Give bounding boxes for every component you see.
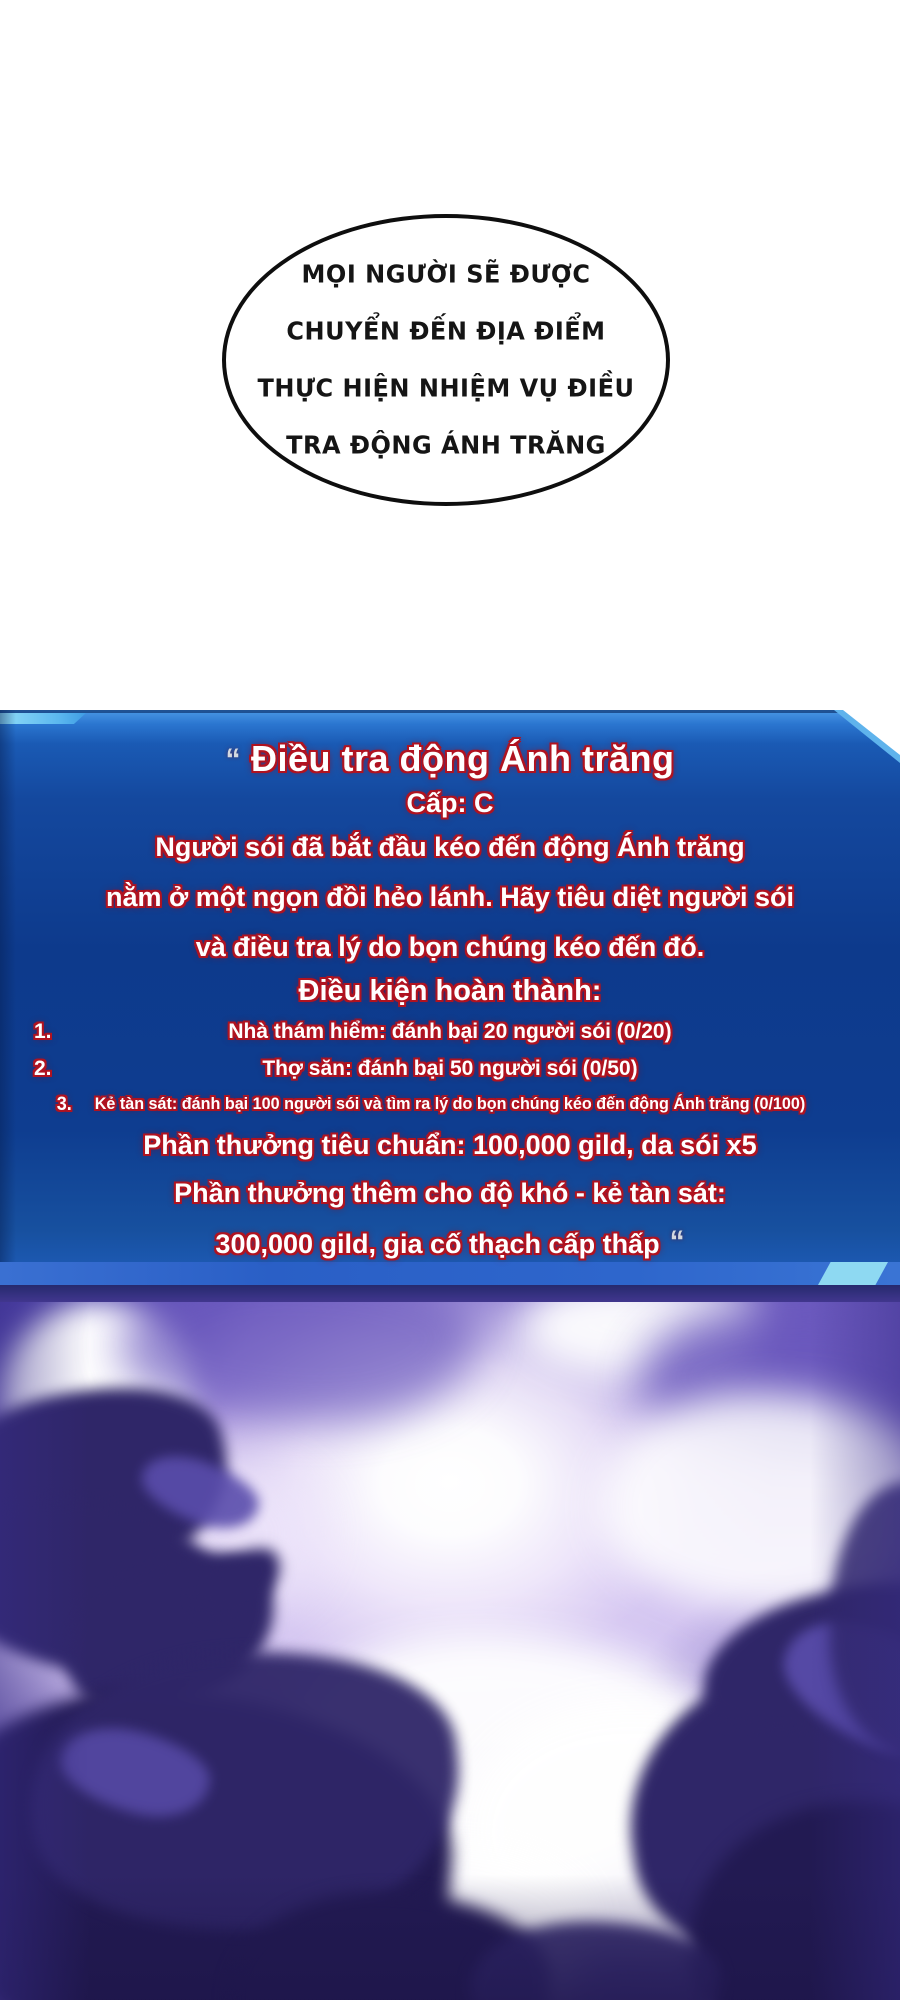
close-quote: “ <box>669 1225 685 1258</box>
condition-number: 3. <box>56 1094 72 1115</box>
photo-edge-shading <box>0 1302 900 2000</box>
panel-top-edge <box>0 710 900 713</box>
speech-line: MỌI NGƯỜI SẼ ĐƯỢC <box>301 259 591 289</box>
speech-bubble <box>222 214 670 506</box>
quest-title <box>0 738 900 780</box>
quest-condition-row <box>23 1094 878 1114</box>
night-sky-photo <box>0 1302 900 2000</box>
quest-title-text: Điều tra động Ánh trăng <box>251 738 675 779</box>
condition-text: Kẻ tàn sát: đánh bại 100 người sói và tìm ra lý do bọn chúng kéo đến động Ánh trăng (0/100) <box>94 1094 806 1113</box>
quest-panel <box>0 710 900 1302</box>
quest-conditions-header: Điều kiện hoàn thành: <box>298 975 602 1007</box>
quest-reward-line <box>0 1225 900 1260</box>
quest-description-line: nằm ở một ngọn đồi hẻo lánh. Hãy tiêu diệt người sói <box>106 882 794 912</box>
condition-text: Nhà thám hiểm: đánh bại 20 người sói (0/20) <box>228 1020 672 1043</box>
quest-condition-row <box>0 1057 900 1081</box>
quest-rank: Cấp: C <box>406 788 494 818</box>
panel-bottom-dark-strip <box>0 1285 900 1302</box>
reward-text: 300,000 gild, gia cố thạch cấp thấp <box>215 1229 660 1259</box>
quest-reward-line: Phần thưởng tiêu chuẩn: 100,000 gild, da sói x5 <box>143 1130 757 1160</box>
condition-text: Thợ săn: đánh bại 50 người sói (0/50) <box>262 1057 638 1080</box>
quest-description-line: và điều tra lý do bọn chúng kéo đến đó. <box>195 932 705 962</box>
condition-number: 2. <box>34 1057 52 1080</box>
quest-description-line: Người sói đã bắt đầu kéo đến động Ánh trăng <box>155 832 745 862</box>
open-quote: “ <box>225 743 241 776</box>
speech-line: THỰC HIỆN NHIỆM VỤ ĐIỀU <box>257 373 635 403</box>
speech-line: CHUYỂN ĐẾN ĐỊA ĐIỂM <box>286 316 606 346</box>
condition-number: 1. <box>34 1020 52 1043</box>
quest-reward-line: Phần thưởng thêm cho độ khó - kẻ tàn sát: <box>174 1178 726 1208</box>
panel-bottom-band <box>0 1262 900 1285</box>
quest-condition-row <box>0 1020 900 1044</box>
speech-line: TRA ĐỘNG ÁNH TRĂNG <box>286 430 606 460</box>
